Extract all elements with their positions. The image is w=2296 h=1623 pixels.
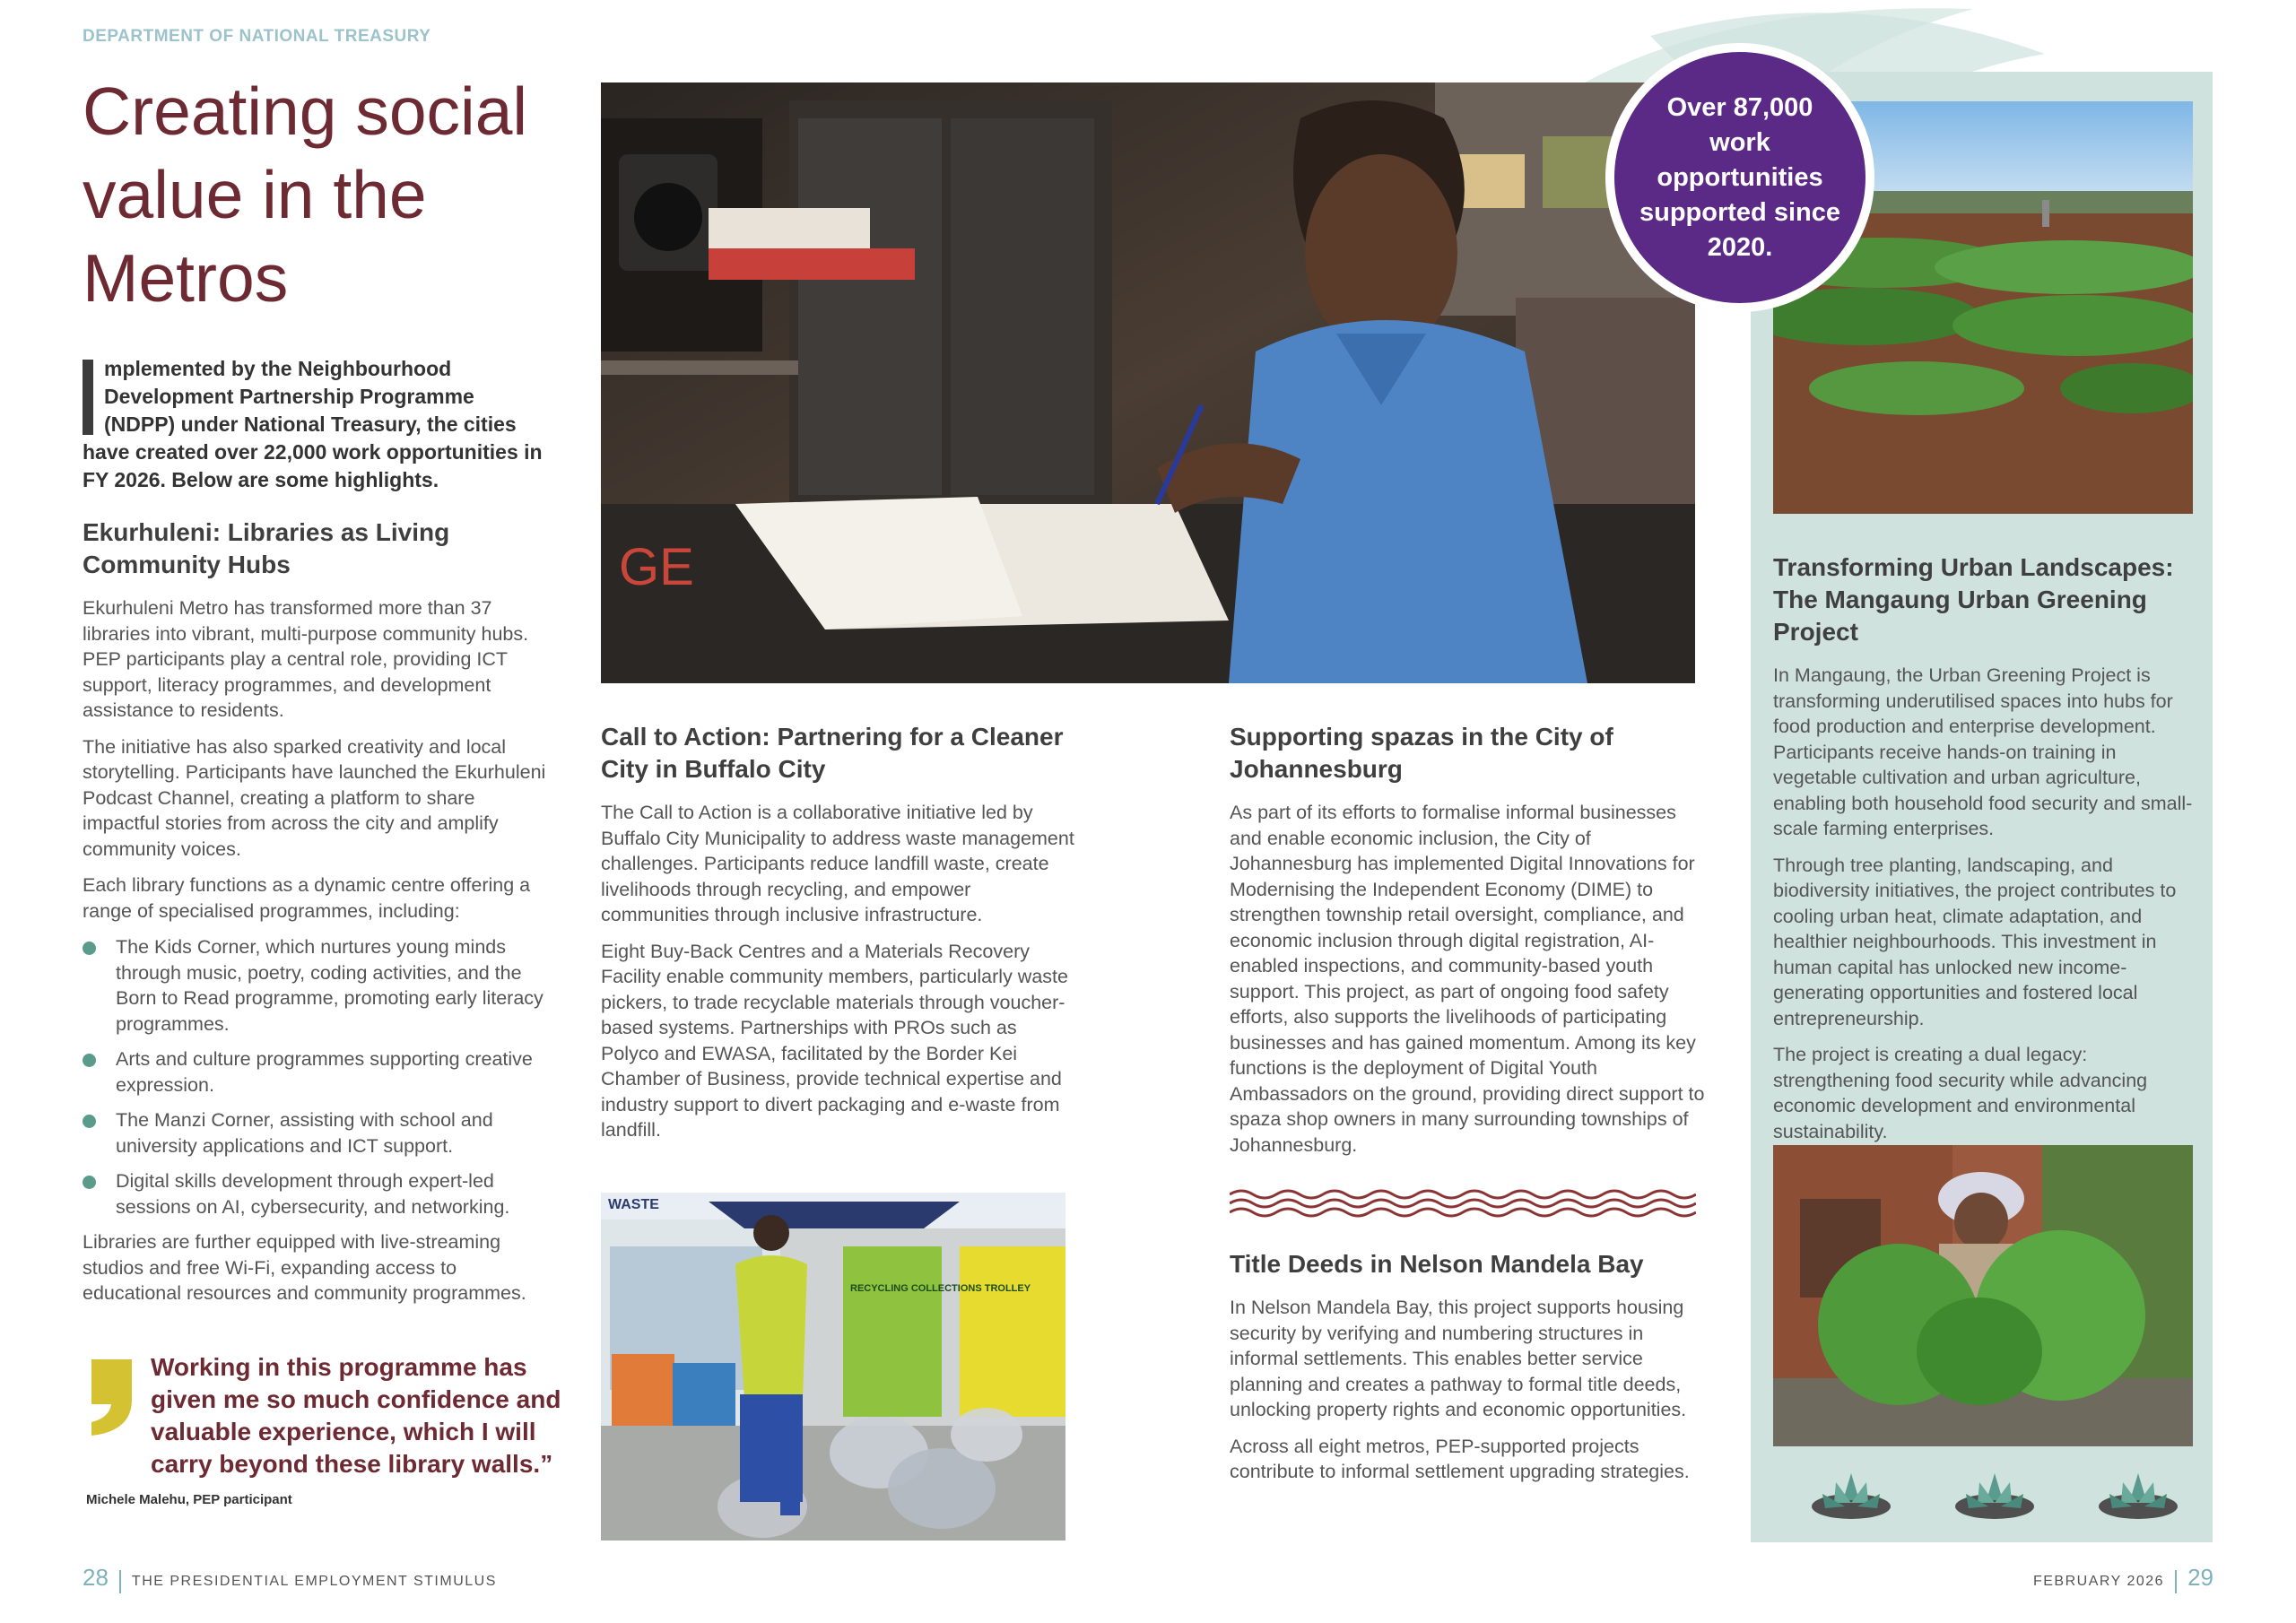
footer-separator — [119, 1570, 121, 1593]
nelson-mandela-bay-paragraph: Across all eight metros, PEP-supported projects contribute to informal settlement upgrading strategies. — [1230, 1435, 1690, 1482]
list-item — [83, 1168, 553, 1219]
mangaung-body — [1773, 663, 2204, 1144]
ekurhuleni-paragraph: Each library functions as a dynamic centre offering a range of specialised programmes, including: — [83, 874, 531, 922]
protea-icon — [2096, 1469, 2181, 1523]
protea-icon-row — [1809, 1469, 2168, 1523]
bullet-dot-icon — [83, 1054, 96, 1067]
page-number-left: 28 — [83, 1564, 109, 1591]
waste-sign-text: WASTE — [608, 1197, 659, 1212]
ekurhuleni-heading: Ekurhuleni: Libraries as Living Community Hubs — [83, 518, 450, 578]
buffalo-city-body — [601, 800, 1076, 1143]
list-item-text: Digital skills development through expert-led sessions on AI, cybersecurity, and networking. — [116, 1170, 510, 1218]
spaza-shopkeeper-photo — [601, 82, 1695, 683]
johannesburg-heading: Supporting spazas in the City of Johannesburg — [1230, 723, 1613, 783]
footer-separator — [2175, 1570, 2177, 1593]
ekurhuleni-paragraph: The initiative has also sparked creativity and local storytelling. Participants have launched the Ekurhuleni Podcast Channel, creating a platform to share impactful stories from across the city and amplify community voices. — [83, 735, 546, 860]
list-item-text: The Manzi Corner, assisting with school and university applications and ICT support. — [116, 1109, 493, 1157]
recycling-sign-text: RECYCLING COLLECTIONS TROLLEY — [850, 1283, 1031, 1294]
ekurhuleni-paragraph: Libraries are further equipped with live-streaming studios and free Wi-Fi, expanding access to educational resources and community programmes. — [83, 1231, 526, 1304]
nelson-mandela-bay-section — [1230, 1248, 1705, 1496]
footer-left — [83, 1564, 497, 1593]
page-title: Creating social value in the Metros — [83, 74, 528, 316]
list-item — [83, 934, 553, 1037]
mangaung-paragraph: In Mangaung, the Urban Greening Project is transforming underutilised spaces into hubs for food production and enterprise development. Participants receive hands-on training in vegetable cultivation and urban agriculture, enabling both household food security and small-scale farming enterprises. — [1773, 664, 2193, 839]
intro-paragraph — [83, 355, 549, 494]
ekurhuleni-body — [83, 595, 553, 1306]
johannesburg-body — [1230, 800, 1705, 1158]
buffalo-city-heading: Call to Action: Partnering for a Cleaner City in Buffalo City — [601, 723, 1064, 783]
bullet-dot-icon — [83, 1176, 96, 1189]
quote-attribution: Michele Malehu, PEP participant — [86, 1492, 292, 1507]
publication-name: THE PRESIDENTIAL EMPLOYMENT STIMULUS — [131, 1574, 497, 1589]
ekurhuleni-section — [83, 516, 553, 1317]
ekurhuleni-paragraph: Ekurhuleni Metro has transformed more than 37 libraries into vibrant, multi-purpose community hubs. PEP participants play a central role, providing ICT support, literacy programmes, and development assistance to residents. — [83, 597, 529, 721]
nelson-mandela-bay-paragraph: In Nelson Mandela Bay, this project supports housing security by verifying and numbering structures in informal settlements. This enables better service planning and creates a pathway to formal title deeds, unlocking property rights and economic opportunities. — [1230, 1297, 1687, 1420]
stat-badge-text: Over 87,000 work opportunities supported since 2020. — [1639, 92, 1840, 262]
mangaung-section — [1773, 551, 2204, 1155]
protea-icon — [1952, 1469, 2038, 1523]
list-item — [83, 1046, 553, 1098]
quote-mark-icon — [83, 1350, 136, 1440]
bullet-dot-icon — [83, 942, 96, 955]
issue-date: FEBRUARY 2026 — [2032, 1574, 2165, 1589]
mangaung-paragraph: Through tree planting, landscaping, and biodiversity initiatives, the project contributes to cooling urban heat, climate adaptation, and healthier neighbourhoods. This investment in human capital has unlocked new income-generating opportunities and fostered local entrepreneurship. — [1773, 854, 2177, 1029]
buffalo-city-paragraph: The Call to Action is a collaborative initiative led by Buffalo City Municipality to address waste management challenges. Participants reduce landfill waste, create livelihoods through recycling, and empower communities through inclusive infrastructure. — [601, 802, 1074, 925]
mangaung-heading: Transforming Urban Landscapes: The Mangaung Urban Greening Project — [1773, 553, 2174, 646]
buffalo-city-section — [601, 721, 1076, 1154]
nelson-mandela-bay-heading: Title Deeds in Nelson Mandela Bay — [1230, 1250, 1644, 1278]
mangaung-paragraph: The project is creating a dual legacy: strengthening food security while advancing economic development and environmental sustainability. — [1773, 1044, 2148, 1142]
intro-text: mplemented by the Neighbourhood Development Partnership Programme (NDPP) under National Treasury, the cities have created over 22,000 work opportunities in FY 2026. Below are some highlights. — [83, 357, 543, 491]
list-item-text: The Kids Corner, which nurtures young minds through music, poetry, coding activities, and the Born to Read programme, promoting early literacy programmes. — [116, 936, 544, 1035]
list-item-text: Arts and culture programmes supporting creative expression. — [116, 1048, 533, 1096]
ge-text: GE — [619, 538, 694, 596]
wave-divider-icon — [1230, 1185, 1696, 1221]
list-item — [83, 1107, 553, 1159]
johannesburg-paragraph: As part of its efforts to formalise informal businesses and enable economic inclusion, the City of Johannesburg has implemented Digital Innovations for Modernising the Independent Economy (DIME) to strengthen township retail oversight, compliance, and economic inclusion through digital registration, AI-enabled inspections, and community-based youth support. This project, as part of ongoing food safety efforts, also supports the livelihoods of participating businesses and has gained momentum. Among its key functions is the deployment of Digital Youth Ambassadors on the ground, providing direct support to spaza shop owners in many surrounding townships of Johannesburg. — [1230, 802, 1705, 1156]
johannesburg-section — [1230, 721, 1705, 1168]
farmer-spinach-photo — [1773, 1145, 2193, 1446]
stat-badge — [1605, 43, 1874, 312]
recycling-centre-photo — [601, 1193, 1065, 1541]
pull-quote: Working in this programme has given me so much confidence and valuable experience, which I will carry beyond these library walls.” — [151, 1353, 561, 1478]
buffalo-city-paragraph: Eight Buy-Back Centres and a Materials Recovery Facility enable community members, particularly waste pickers, to trade recyclable materials through voucher-based systems. Partnerships with PROs such as Polyco and EWASA, facilitated by the Border Kei Chamber of Business, provide technical expertise and industry support to divert packaging and e-waste from landfill. — [601, 940, 1068, 1141]
footer-right — [2033, 1564, 2213, 1593]
drop-cap-bar — [83, 360, 93, 435]
bullet-dot-icon — [83, 1115, 96, 1128]
nelson-mandela-bay-body — [1230, 1295, 1705, 1485]
programme-list — [83, 934, 553, 1219]
department-label: DEPARTMENT OF NATIONAL TREASURY — [83, 27, 431, 46]
page-number-right: 29 — [2187, 1564, 2213, 1591]
protea-icon — [1809, 1469, 1894, 1523]
